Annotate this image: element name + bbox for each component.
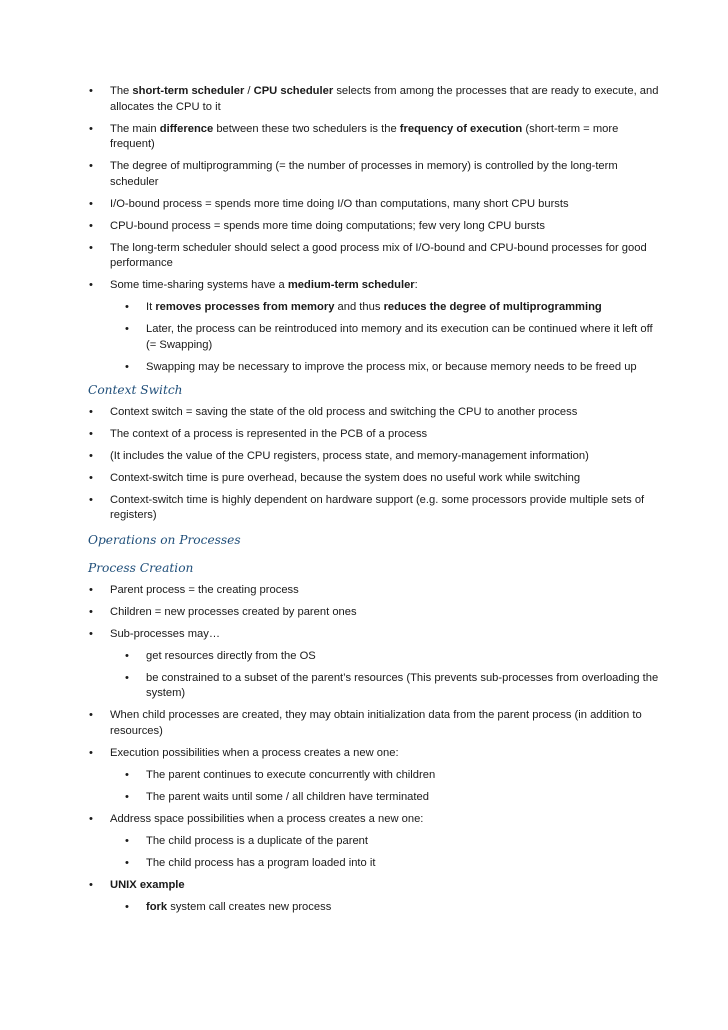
text-run: The long-term scheduler should select a good process mix of I/O-bound and CPU-bound processes for good performance: [110, 241, 647, 269]
bullet-icon: •: [89, 746, 93, 759]
text-run: The: [110, 85, 133, 97]
text-run: It: [146, 301, 156, 313]
bullet-item: [89, 605, 659, 621]
bullet-icon: •: [89, 878, 93, 891]
bullet-item: [89, 122, 659, 153]
bullet-icon: •: [89, 493, 93, 506]
bullet-icon: •: [89, 471, 93, 484]
text-run: Address space possibilities when a process creates a new one:: [110, 812, 424, 825]
bullet-item: [89, 241, 659, 272]
text-run: and thus: [334, 301, 384, 313]
section-heading: Operations on Processes: [88, 532, 241, 547]
bullet-icon: •: [89, 449, 93, 462]
text-run: When child processes are created, they may obtain initialization data from the parent process (in addition to resources): [110, 709, 642, 737]
bullet-icon: •: [89, 197, 93, 210]
bullet-item: [89, 278, 659, 294]
bullet-icon: •: [89, 427, 93, 440]
text-run: The child process has a program loaded into it: [146, 856, 376, 869]
text-run: The main: [110, 122, 160, 135]
bullet-icon: •: [125, 900, 129, 913]
text-run: I/O-bound process = spends more time doing I/O than computations, many short CPU bursts: [110, 197, 569, 210]
bullet-item: [89, 449, 659, 465]
text-run: system call creates new process: [167, 900, 332, 913]
bullet-icon: •: [89, 219, 93, 232]
text-run: Context-switch time is highly dependent on hardware support (e.g. some processors provide multiple sets of registers): [110, 493, 645, 521]
sub-bullet-item: [125, 768, 659, 784]
document-body: [89, 84, 659, 922]
bullet-icon: •: [125, 790, 129, 803]
text-run: Swapping may be necessary to improve the process mix, or because memory needs to be freed up: [146, 360, 637, 373]
bold-text: short-term scheduler: [132, 85, 245, 97]
bullet-item: [89, 812, 659, 828]
bold-text: reduces the degree of multiprogramming: [383, 301, 602, 313]
text-run: CPU-bound process = spends more time doing computations; few very long CPU bursts: [110, 219, 545, 232]
bullet-icon: •: [125, 671, 129, 684]
bullet-icon: •: [125, 360, 129, 373]
bullet-item: [89, 878, 659, 894]
bullet-item: [89, 493, 659, 524]
section-heading: Context Switch: [88, 382, 183, 397]
bold-text: difference: [159, 122, 214, 135]
bullet-item: [89, 708, 659, 739]
bullet-icon: •: [89, 627, 93, 640]
bullet-icon: •: [89, 160, 93, 172]
text-run: be constrained to a subset of the parent’s resources (This prevents sub-processes from overloading the system): [146, 671, 659, 699]
text-run: The parent waits until some / all children have terminated: [146, 790, 429, 803]
bullet-icon: •: [125, 301, 129, 313]
sub-bullet-item: [125, 360, 659, 376]
bullet-icon: •: [89, 709, 93, 721]
sub-bullet-item: [125, 671, 659, 702]
sub-bullet-item: [125, 856, 659, 872]
bold-text: fork: [146, 900, 168, 913]
bullet-icon: •: [89, 122, 93, 135]
text-run: Context switch = saving the state of the old process and switching the CPU to another process: [110, 405, 578, 418]
text-run: Sub-processes may…: [110, 627, 221, 640]
text-run: The child process is a duplicate of the parent: [146, 834, 369, 847]
bullet-icon: •: [89, 85, 93, 97]
text-run: Execution possibilities when a process creates a new one:: [110, 746, 399, 759]
text-run: between these two schedulers is the: [213, 122, 400, 135]
bullet-item: [89, 427, 659, 443]
text-run: selects from among the processes that are ready to execute, and allocates the CPU to it: [110, 85, 659, 113]
text-run: /: [244, 85, 254, 97]
text-run: :: [414, 279, 418, 291]
text-run: Later, the process can be reintroduced into memory and its execution can be continued where it left off (= Swapping): [146, 323, 653, 351]
bullet-icon: •: [89, 405, 93, 418]
bullet-icon: •: [125, 323, 129, 335]
bullet-item: [89, 84, 659, 115]
text-run: Context-switch time is pure overhead, because the system does no useful work while switching: [110, 471, 581, 484]
text-run: get resources directly from the OS: [146, 649, 316, 662]
bullet-item: [89, 627, 659, 643]
text-run: The context of a process is represented in the PCB of a process: [110, 427, 428, 440]
bullet-icon: •: [125, 768, 129, 781]
sub-bullet-item: [125, 649, 659, 665]
bold-text: medium-term scheduler: [287, 279, 415, 291]
bullet-icon: •: [89, 812, 93, 825]
bullet-item: [89, 583, 659, 599]
bold-text: UNIX example: [110, 878, 185, 891]
text-run: Parent process = the creating process: [110, 583, 299, 596]
bullet-item: [89, 746, 659, 762]
bullet-icon: •: [125, 856, 129, 869]
text-run: (short-term = more frequent): [110, 122, 619, 150]
sub-bullet-item: [125, 834, 659, 850]
bullet-icon: •: [89, 241, 93, 254]
text-run: Some time-sharing systems have a: [110, 279, 288, 291]
bullet-icon: •: [89, 583, 93, 596]
section-heading: Process Creation: [88, 560, 194, 575]
sub-bullet-item: [125, 900, 659, 916]
bullet-item: [89, 159, 659, 190]
bullet-item: [89, 405, 659, 421]
bullet-item: [89, 471, 659, 487]
text-run: The parent continues to execute concurrently with children: [146, 768, 436, 781]
bullet-icon: •: [125, 834, 129, 847]
bold-text: CPU scheduler: [253, 85, 334, 97]
bullet-icon: •: [89, 605, 93, 618]
sub-bullet-item: [125, 322, 659, 353]
bullet-icon: •: [89, 279, 93, 291]
bold-text: removes processes from memory: [155, 301, 335, 313]
sub-bullet-item: [125, 300, 659, 316]
text-run: The degree of multiprogramming (= the number of processes in memory) is controlled by the long-term scheduler: [110, 160, 618, 188]
bold-text: frequency of execution: [399, 122, 523, 135]
bullet-item: [89, 197, 659, 213]
text-run: (It includes the value of the CPU registers, process state, and memory-management information): [110, 449, 589, 462]
bullet-item: [89, 219, 659, 235]
sub-bullet-item: [125, 790, 659, 806]
bullet-icon: •: [125, 649, 129, 662]
text-run: Children = new processes created by parent ones: [110, 605, 357, 618]
